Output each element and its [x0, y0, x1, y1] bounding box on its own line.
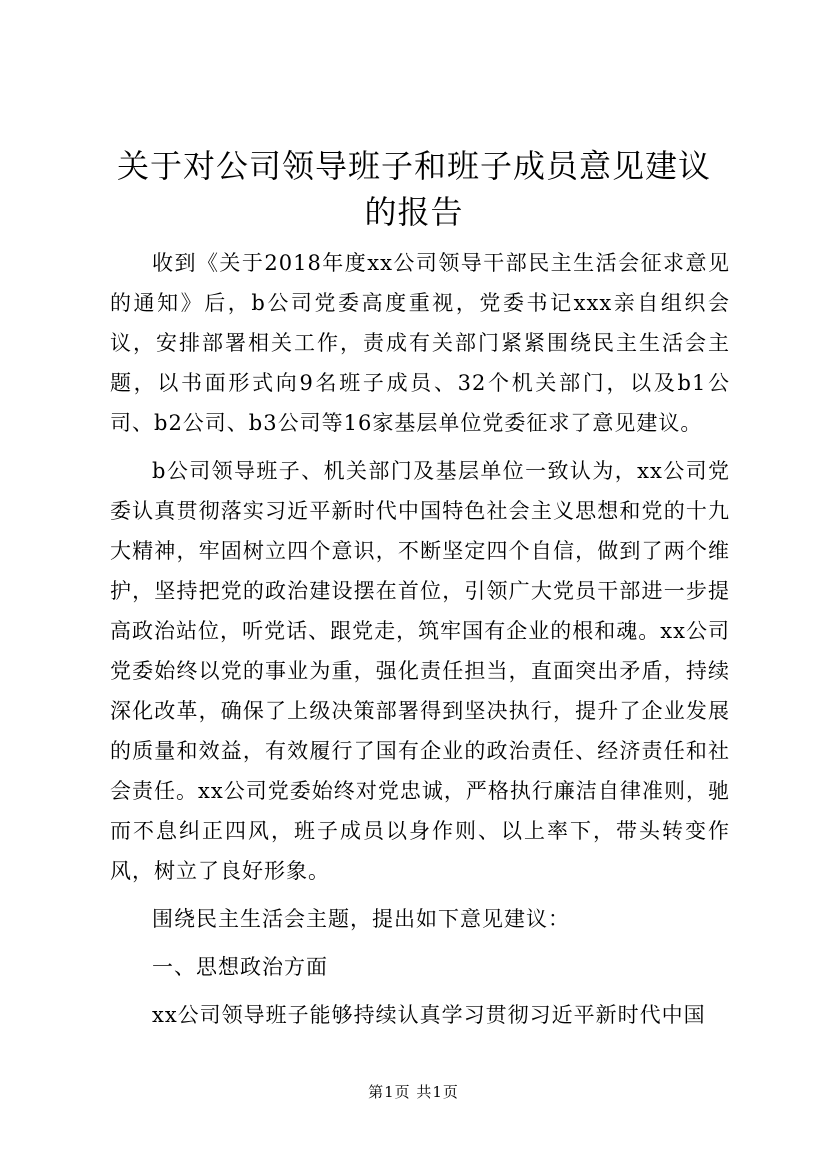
section-heading-ideology: 一、思想政治方面	[152, 955, 328, 979]
paragraph-suggestions-intro: 围绕民主生活会主题，提出如下意见建议：	[152, 907, 570, 931]
paragraph-notice-received: 收到《关于2018年度xx公司领导干部民主生活会征求意见的通知》后，b公司党委高度重视，党委书记xxx亲自组织会议，安排部署相关工作，责成有关部门紧紧围绕民主生活会主题，以书面形式向9名班子成员、32个机关部门，以及b1公司、b2公司、b3公司等16家基层单位党委征求了意见建议。	[110, 251, 730, 435]
document-title: 关于对公司领导班子和班子成员意见建议的报告	[116, 147, 711, 231]
paragraph-consensus: b公司领导班子、机关部门及基层单位一致认为，xx公司党委认真贯彻落实习近平新时代中国特色社会主义思想和党的十九大精神，牢固树立四个意识，不断坚定四个自信，做到了两个维护，坚持把党的政治建设摆在首位，引领广大党员干部进一步提高政治站位，听党话、跟党走，筑牢国有企业的根和魂。xx公司党委始终以党的事业为重，强化责任担当，直面突出矛盾，持续深化改革，确保了上级决策部署得到坚决执行，提升了企业发展的质量和效益，有效履行了国有企业的政治责任、经济责任和社会责任。xx公司党委始终对党忠诚，严格执行廉洁自律准则，驰而不息纠正四风，班子成员以身作则、以上率下，带头转变作风，树立了良好形象。	[110, 459, 730, 883]
paragraph-ideology: xx公司领导班子能够持续认真学习贯彻习近平新时代中国	[152, 1003, 706, 1027]
page-footer: 第1页 共1页	[368, 1083, 459, 1101]
document-body	[110, 243, 730, 1043]
